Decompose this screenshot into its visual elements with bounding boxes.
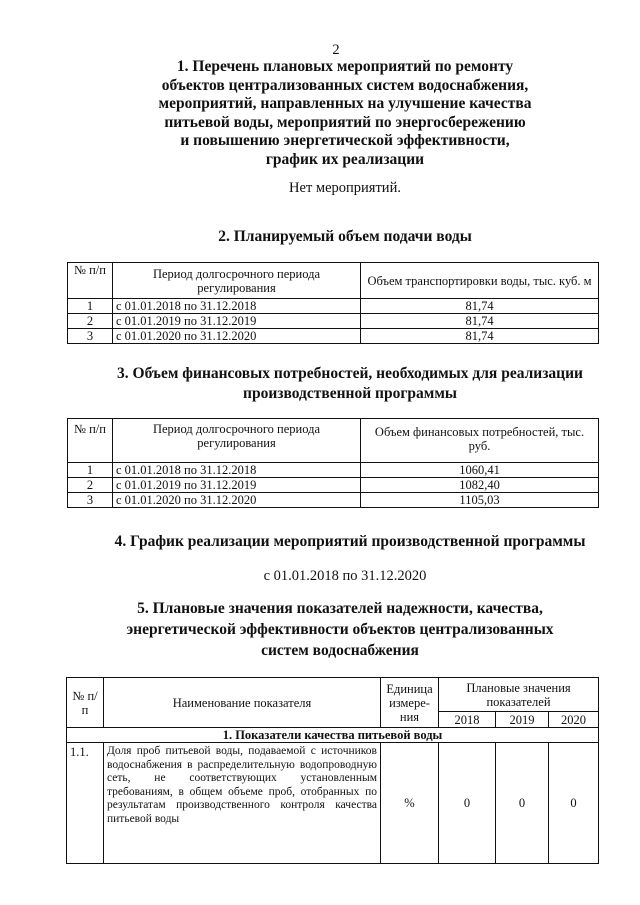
header-cell: Объем финансовых потребностей, тыс. руб. [361, 419, 599, 463]
title-line: объектов централизованных систем водоснабжения, [161, 76, 529, 94]
cell: 3 [68, 493, 113, 508]
cell: с 01.01.2019 по 31.12.2019 [113, 314, 361, 329]
group-row [67, 728, 599, 743]
header-cell: Единица измере-ния [381, 678, 439, 728]
cell: 0 [496, 743, 549, 864]
cell: 1060,41 [361, 463, 599, 478]
title-line: и повышению энергетической эффективности, [180, 132, 510, 149]
header-cell: Плановые значения показателей [439, 678, 599, 712]
cell: 2 [68, 478, 113, 493]
cell: 1 [68, 299, 113, 314]
header-cell: № п/п [68, 419, 113, 463]
title-line: мероприятий, направленных на улучшение качества [158, 95, 532, 112]
cell: % [381, 743, 439, 864]
year-header: 2020 [549, 712, 599, 728]
indicators-table [66, 677, 599, 864]
cell: с 01.01.2020 по 31.12.2020 [113, 329, 361, 344]
header-cell: № п/п [68, 263, 113, 299]
cell: с 01.01.2020 по 31.12.2020 [113, 493, 361, 508]
header-cell: Наименование показателя [104, 678, 381, 728]
cell: 1082,40 [361, 478, 599, 493]
schedule-period-text: с 01.01.2018 по 31.12.2020 [263, 568, 427, 584]
section-2-title: 2. Планируемый объем подачи воды [218, 228, 472, 245]
cell: 1.1. [67, 743, 104, 864]
title-line: 1. Перечень плановых мероприятий по ремонту [176, 58, 514, 75]
section-1-title [100, 58, 590, 169]
title-line: энергетической эффективности объектов централизованных [126, 621, 554, 638]
title-line: систем водоснабжения [261, 642, 419, 659]
group-heading: 1. Показатели качества питьевой воды [67, 728, 599, 743]
cell: 81,74 [361, 299, 599, 314]
header-cell: № п/п [67, 678, 104, 728]
cell: 1105,03 [361, 493, 599, 508]
title-line: 5. Плановые значения показателей надежности, качества, [137, 600, 543, 617]
title-line: 3. Объем финансовых потребностей, необходимых для реализации [117, 365, 583, 382]
cell: с 01.01.2019 по 31.12.2019 [113, 478, 361, 493]
year-header: 2018 [439, 712, 496, 728]
cell: 0 [439, 743, 496, 864]
title-line: график их реализации [265, 150, 425, 168]
table-header-row [67, 678, 599, 712]
section-3-title [90, 364, 610, 404]
table-row [68, 299, 599, 314]
financial-needs-table [67, 418, 599, 508]
title-line: производственной программы [243, 385, 457, 402]
section-4-title: 4. График реализации мероприятий производственной программы [114, 533, 586, 550]
cell: 81,74 [361, 314, 599, 329]
table-row [68, 463, 599, 478]
table-row [68, 478, 599, 493]
table-header-row [68, 419, 599, 463]
table-header-row [68, 263, 599, 299]
cell: с 01.01.2018 по 31.12.2018 [113, 299, 361, 314]
cell: 1 [68, 463, 113, 478]
cell: с 01.01.2018 по 31.12.2018 [113, 463, 361, 478]
section-5-title [90, 598, 590, 661]
table-row [68, 314, 599, 329]
water-supply-table [67, 262, 599, 344]
header-cell: Объем транспортировки воды, тыс. куб. м [361, 263, 599, 299]
table-row [67, 743, 599, 864]
header-cell: Период долгосрочного периода регулирования [113, 263, 361, 299]
header-cell: Период долгосрочного периода регулирования [113, 419, 361, 463]
cell: 3 [68, 329, 113, 344]
cell: Доля проб питьевой воды, подаваемой с источников водоснабжения в распределительную водопроводную сеть, не соответствующих установленным требованиям, в общем объеме проб, отобранных по результатам производственного контроля качества питьевой воды [104, 743, 381, 864]
cell: 0 [549, 743, 599, 864]
title-line: питьевой воды, мероприятий по энергосбережению [164, 113, 526, 131]
year-header: 2019 [496, 712, 549, 728]
table-row [68, 493, 599, 508]
table-row [68, 329, 599, 344]
no-activities-text: Нет мероприятий. [289, 180, 401, 196]
cell: 2 [68, 314, 113, 329]
cell: 81,74 [361, 329, 599, 344]
page-number: 2 [332, 42, 340, 58]
